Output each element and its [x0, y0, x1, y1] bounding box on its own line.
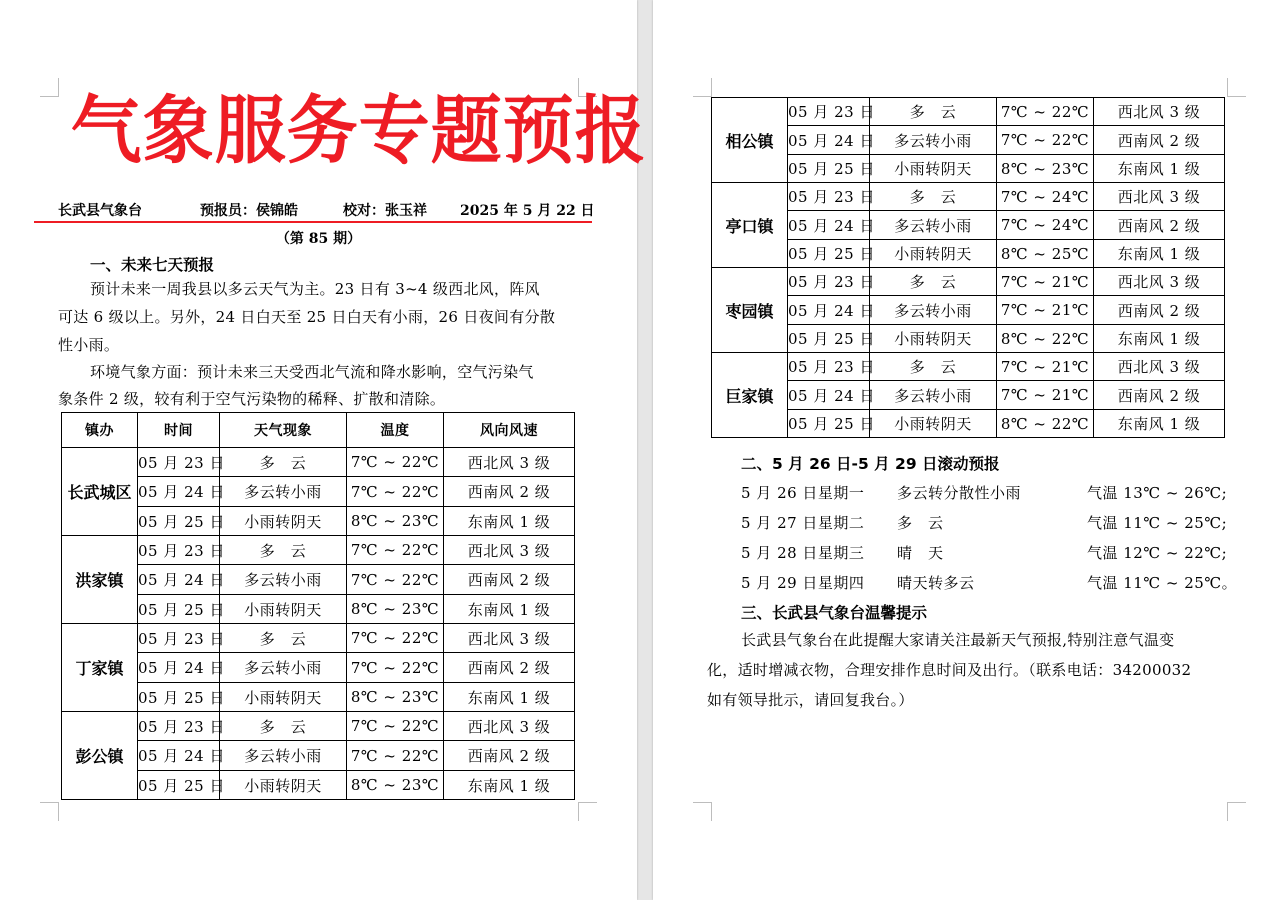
wind-cell: 西北风 3 级: [444, 536, 575, 565]
town-name-cell: 相公镇: [712, 98, 788, 183]
table-row: [712, 155, 1225, 183]
wind-cell: 西北风 3 级: [1094, 98, 1225, 126]
weather-cell: 多 云: [220, 624, 347, 653]
date-cell: 05 月 24 日: [138, 741, 220, 771]
crop-mark: [693, 78, 712, 97]
weather-cell: 小雨转阴天: [220, 507, 347, 536]
town-name-cell: 丁家镇: [62, 624, 138, 712]
forecast-table-part1: [61, 412, 575, 800]
date-cell: 05 月 24 日: [788, 126, 870, 155]
rolling-date: 5 月 28 日星期三: [741, 544, 865, 562]
weather-cell: 多云转小雨: [220, 741, 347, 771]
temperature-cell: 8℃ ~ 23℃: [347, 683, 444, 712]
weather-cell: 多云转小雨: [220, 565, 347, 595]
section3-line3: 如有领导批示，请回复我台。）: [707, 691, 914, 709]
date-cell: 05 月 25 日: [138, 683, 220, 712]
wind-cell: 西南风 2 级: [1094, 211, 1225, 240]
section3-line1: 长武县气象台在此提醒大家请关注最新天气预报,特别注意气温变: [741, 631, 1175, 649]
date-cell: 05 月 25 日: [788, 325, 870, 353]
section3-title: 三、长武县气象台温馨提示: [741, 604, 928, 622]
table-row: [712, 296, 1225, 325]
crop-mark: [40, 802, 59, 821]
table-row: [712, 183, 1225, 211]
section2-title: 二、5 月 26 日-5 月 29 日滚动预报: [741, 455, 1000, 473]
weather-cell: 多云转小雨: [220, 477, 347, 507]
section1-para2-line1: 环境气象方面：预计未来三天受西北气流和降水影响，空气污染气: [90, 363, 534, 381]
issue-date: 2025 年 5 月 22 日: [460, 203, 595, 219]
date-cell: 05 月 25 日: [138, 595, 220, 624]
wind-cell: 西北风 3 级: [1094, 353, 1225, 381]
table-row: [712, 268, 1225, 296]
rolling-date: 5 月 29 日星期四: [741, 574, 865, 592]
section1-title: 一、未来七天预报: [90, 256, 215, 274]
table-row: [712, 410, 1225, 438]
table-row: [62, 771, 575, 800]
weather-cell: 多 云: [220, 536, 347, 565]
rolling-weather: 晴 天: [897, 544, 944, 562]
issue-number: （第 85 期）: [275, 231, 362, 247]
town-name-cell: 长武城区: [62, 448, 138, 536]
table-header-row: [62, 413, 575, 448]
date-cell: 05 月 24 日: [138, 477, 220, 507]
temperature-cell: 7℃ ~ 22℃: [347, 624, 444, 653]
weather-cell: 多 云: [870, 183, 997, 211]
column-header: 风向风速: [444, 413, 575, 448]
table-row: [62, 477, 575, 507]
temperature-cell: 7℃ ~ 22℃: [347, 712, 444, 741]
wind-cell: 东南风 1 级: [1094, 325, 1225, 353]
wind-cell: 西南风 2 级: [1094, 296, 1225, 325]
weather-cell: 小雨转阴天: [220, 683, 347, 712]
temperature-cell: 8℃ ~ 23℃: [997, 155, 1094, 183]
date-cell: 05 月 24 日: [138, 653, 220, 683]
date-cell: 05 月 23 日: [788, 98, 870, 126]
table-row: [712, 353, 1225, 381]
table-row: [62, 448, 575, 477]
date-cell: 05 月 23 日: [788, 268, 870, 296]
weather-cell: 多云转小雨: [870, 126, 997, 155]
table-row: [712, 325, 1225, 353]
date-cell: 05 月 23 日: [788, 183, 870, 211]
temperature-cell: 8℃ ~ 22℃: [997, 410, 1094, 438]
wind-cell: 东南风 1 级: [444, 683, 575, 712]
date-cell: 05 月 25 日: [788, 410, 870, 438]
temperature-cell: 8℃ ~ 25℃: [997, 240, 1094, 268]
wind-cell: 西南风 2 级: [1094, 381, 1225, 410]
wind-cell: 西北风 3 级: [1094, 268, 1225, 296]
temperature-cell: 7℃ ~ 24℃: [997, 183, 1094, 211]
banner-title: 气象服务专题预报: [70, 88, 647, 174]
section1-para1-line2: 可达 6 级以上。另外，24 日白天至 25 日白天有小雨，26 日夜间有分散: [58, 308, 556, 326]
weather-cell: 多 云: [220, 448, 347, 477]
temperature-cell: 7℃ ~ 21℃: [997, 296, 1094, 325]
wind-cell: 东南风 1 级: [1094, 240, 1225, 268]
date-cell: 05 月 23 日: [138, 448, 220, 477]
wind-cell: 东南风 1 级: [444, 595, 575, 624]
crop-mark: [40, 78, 59, 97]
town-name-cell: 彭公镇: [62, 712, 138, 800]
weather-cell: 小雨转阴天: [870, 325, 997, 353]
temperature-cell: 8℃ ~ 22℃: [997, 325, 1094, 353]
weather-cell: 多云转小雨: [870, 211, 997, 240]
rolling-weather: 多 云: [897, 514, 944, 532]
town-name-cell: 巨家镇: [712, 353, 788, 438]
column-header: 天气现象: [220, 413, 347, 448]
date-cell: 05 月 23 日: [788, 353, 870, 381]
red-divider: [34, 221, 592, 223]
forecaster-name: 预报员：侯锦皓: [200, 203, 298, 219]
temperature-cell: 8℃ ~ 23℃: [347, 595, 444, 624]
column-header: 镇办: [62, 413, 138, 448]
temperature-cell: 7℃ ~ 22℃: [347, 536, 444, 565]
wind-cell: 西南风 2 级: [444, 653, 575, 683]
date-cell: 05 月 23 日: [138, 624, 220, 653]
table-row: [62, 507, 575, 536]
date-cell: 05 月 24 日: [138, 565, 220, 595]
date-cell: 05 月 24 日: [788, 211, 870, 240]
wind-cell: 西北风 3 级: [1094, 183, 1225, 211]
rolling-temp: 气温 11℃ ~ 25℃;: [1087, 514, 1228, 532]
temperature-cell: 8℃ ~ 23℃: [347, 507, 444, 536]
crop-mark: [1227, 802, 1246, 821]
town-name-cell: 亭口镇: [712, 183, 788, 268]
weather-cell: 多 云: [870, 268, 997, 296]
column-header: 时间: [138, 413, 220, 448]
weather-cell: 多 云: [220, 712, 347, 741]
section1-para2-line2: 象条件 2 级，较有利于空气污染物的稀释、扩散和清除。: [58, 390, 446, 408]
date-cell: 05 月 25 日: [788, 155, 870, 183]
temperature-cell: 7℃ ~ 24℃: [997, 211, 1094, 240]
crop-mark: [578, 802, 597, 821]
rolling-temp: 气温 11℃ ~ 25℃。: [1087, 574, 1238, 592]
table-row: [62, 536, 575, 565]
wind-cell: 东南风 1 级: [444, 507, 575, 536]
temperature-cell: 7℃ ~ 22℃: [347, 448, 444, 477]
town-name-cell: 洪家镇: [62, 536, 138, 624]
temperature-cell: 7℃ ~ 21℃: [997, 353, 1094, 381]
forecast-table-part2: [711, 97, 1225, 438]
wind-cell: 东南风 1 级: [444, 771, 575, 800]
temperature-cell: 7℃ ~ 21℃: [997, 381, 1094, 410]
rolling-temp: 气温 12℃ ~ 22℃;: [1087, 544, 1228, 562]
temperature-cell: 7℃ ~ 22℃: [347, 565, 444, 595]
weather-cell: 多云转小雨: [220, 653, 347, 683]
column-header: 温度: [347, 413, 444, 448]
rolling-weather: 晴天转多云: [897, 574, 975, 592]
date-cell: 05 月 24 日: [788, 296, 870, 325]
table-row: [712, 211, 1225, 240]
table-row: [62, 565, 575, 595]
weather-cell: 小雨转阴天: [220, 771, 347, 800]
date-cell: 05 月 25 日: [788, 240, 870, 268]
table-row: [62, 712, 575, 741]
date-cell: 05 月 25 日: [138, 507, 220, 536]
temperature-cell: 7℃ ~ 22℃: [347, 477, 444, 507]
wind-cell: 西南风 2 级: [444, 741, 575, 771]
date-cell: 05 月 25 日: [138, 771, 220, 800]
section1-para1-line3: 性小雨。: [58, 336, 120, 354]
wind-cell: 西北风 3 级: [444, 712, 575, 741]
temperature-cell: 8℃ ~ 23℃: [347, 771, 444, 800]
weather-cell: 多云转小雨: [870, 296, 997, 325]
weather-cell: 小雨转阴天: [220, 595, 347, 624]
date-cell: 05 月 23 日: [138, 712, 220, 741]
rolling-date: 5 月 26 日星期一: [741, 484, 865, 502]
station-name: 长武县气象台: [58, 203, 142, 219]
wind-cell: 西南风 2 级: [1094, 126, 1225, 155]
crop-mark: [693, 802, 712, 821]
section3-line2: 化，适时增减衣物，合理安排作息时间及出行。（联系电话：34200032: [707, 661, 1192, 679]
table-row: [62, 595, 575, 624]
weather-cell: 多 云: [870, 353, 997, 381]
section1-para1-line1: 预计未来一周我县以多云天气为主。23 日有 3~4 级西北风，阵风: [90, 280, 540, 298]
weather-cell: 多云转小雨: [870, 381, 997, 410]
temperature-cell: 7℃ ~ 22℃: [347, 741, 444, 771]
document-page-2: [653, 0, 1288, 900]
table-row: [62, 653, 575, 683]
town-name-cell: 枣园镇: [712, 268, 788, 353]
wind-cell: 西南风 2 级: [444, 565, 575, 595]
weather-cell: 小雨转阴天: [870, 240, 997, 268]
temperature-cell: 7℃ ~ 22℃: [347, 653, 444, 683]
table-row: [62, 741, 575, 771]
weather-cell: 小雨转阴天: [870, 155, 997, 183]
table-row: [712, 126, 1225, 155]
temperature-cell: 7℃ ~ 22℃: [997, 98, 1094, 126]
wind-cell: 西南风 2 级: [444, 477, 575, 507]
table-row: [62, 624, 575, 653]
date-cell: 05 月 24 日: [788, 381, 870, 410]
temperature-cell: 7℃ ~ 22℃: [997, 126, 1094, 155]
table-row: [62, 683, 575, 712]
crop-mark: [1227, 78, 1246, 97]
wind-cell: 东南风 1 级: [1094, 155, 1225, 183]
weather-cell: 多 云: [870, 98, 997, 126]
wind-cell: 西北风 3 级: [444, 448, 575, 477]
wind-cell: 西北风 3 级: [444, 624, 575, 653]
date-cell: 05 月 23 日: [138, 536, 220, 565]
table-row: [712, 98, 1225, 126]
rolling-temp: 气温 13℃ ~ 26℃;: [1087, 484, 1228, 502]
table-row: [712, 240, 1225, 268]
temperature-cell: 7℃ ~ 21℃: [997, 268, 1094, 296]
wind-cell: 东南风 1 级: [1094, 410, 1225, 438]
table-row: [712, 381, 1225, 410]
checker-name: 校对：张玉祥: [343, 203, 427, 219]
rolling-weather: 多云转分散性小雨: [897, 484, 1022, 502]
rolling-date: 5 月 27 日星期二: [741, 514, 865, 532]
weather-cell: 小雨转阴天: [870, 410, 997, 438]
